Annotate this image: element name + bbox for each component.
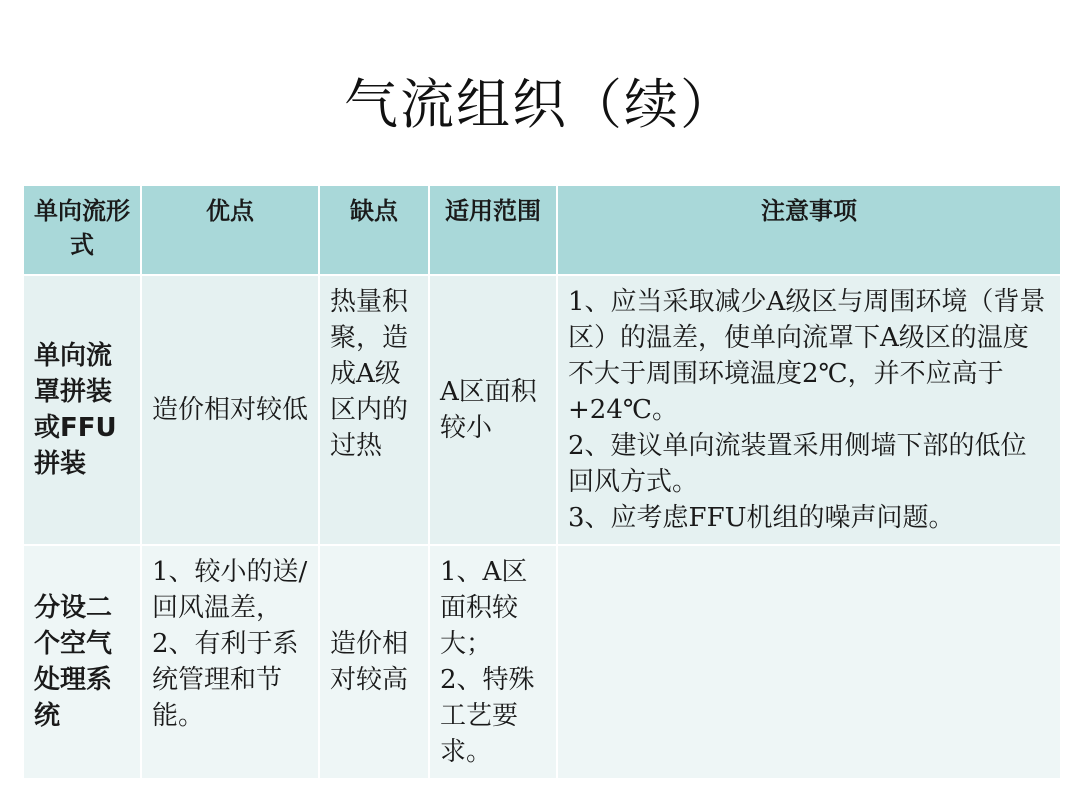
row-pros: 1、较小的送/回风温差，2、有利于系统管理和节能。 (141, 545, 319, 779)
airflow-table (22, 184, 1062, 780)
header-pros: 优点 (141, 185, 319, 275)
row-cons: 造价相对较高 (319, 545, 429, 779)
table-row (23, 275, 1061, 545)
row-cons: 热量积聚，造成A级区内的过热 (319, 275, 429, 545)
note-item: 3、应考虑FFU机组的噪声问题。 (568, 503, 955, 533)
note-item: 1、应当采取减少A级区与周围环境（背景区）的温差，使单向流罩下A级区的温度不大于周围环境温度2℃，并不应高于+24℃。 (568, 287, 1046, 425)
table-header-row (23, 185, 1061, 275)
row-scope (429, 545, 557, 779)
row-scope: A区面积较小 (429, 275, 557, 545)
scope-item: 2、特殊工艺要求。 (440, 665, 535, 767)
row-notes (557, 275, 1061, 545)
table-row (23, 545, 1061, 779)
header-cons: 缺点 (319, 185, 429, 275)
row-form: 分设二个空气处理系统 (23, 545, 141, 779)
slide-title: 气流组织（续） (344, 73, 736, 136)
scope-item: 1、A区面积较大； (440, 557, 528, 659)
row-pros: 造价相对较低 (141, 275, 319, 545)
row-form: 单向流罩拼装或FFU拼装 (23, 275, 141, 545)
header-scope: 适用范围 (429, 185, 557, 275)
header-notes: 注意事项 (557, 185, 1061, 275)
header-form: 单向流形式 (23, 185, 141, 275)
row-notes (557, 545, 1061, 779)
note-item: 2、建议单向流装置采用侧墙下部的低位回风方式。 (568, 431, 1027, 497)
